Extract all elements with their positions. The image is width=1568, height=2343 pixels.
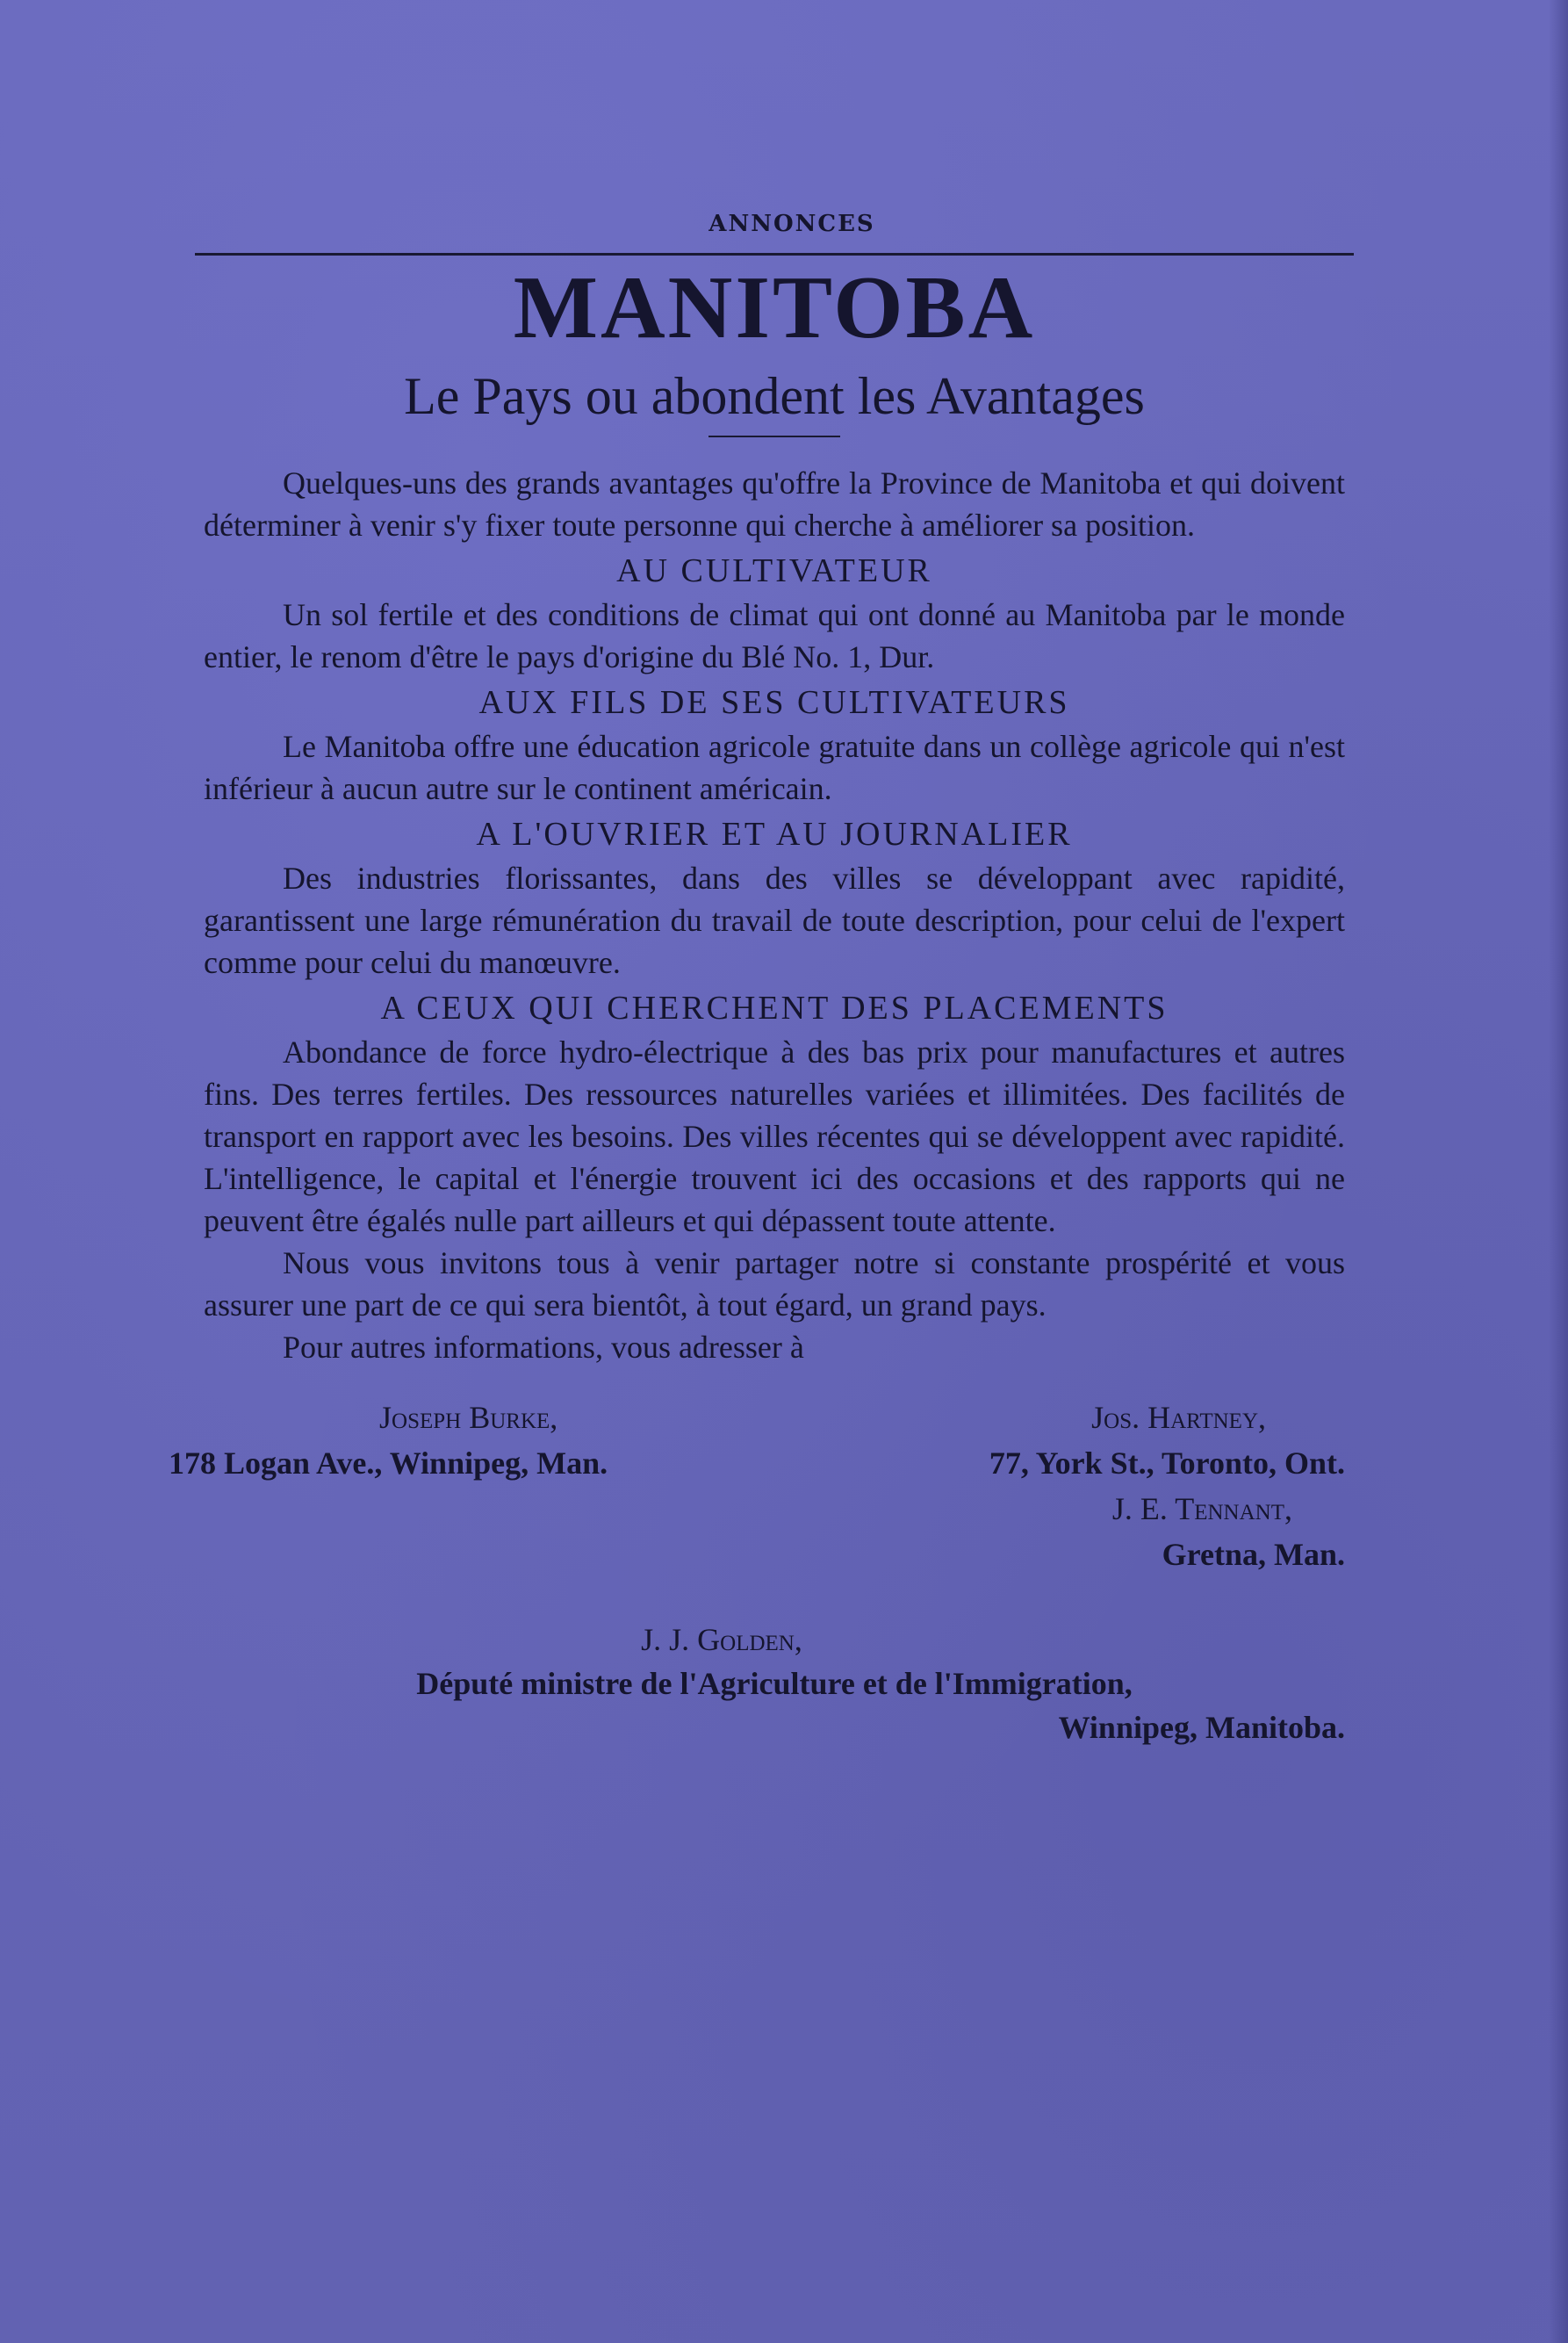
- contact-burke-name: Joseph Burke,: [379, 1400, 558, 1436]
- section-text-ouvrier: Des industries florissantes, dans des villes se développant avec rapidité, garantissent une large rémunération du travail de toute description, pour celui de l'expert comme pour celui du manœuvre.: [204, 861, 1345, 981]
- intro-paragraph: Quelques-uns des grands avantages qu'offre la Province de Manitoba et qui doivent déterminer à venir s'y fixer toute personne qui cherche à améliorer sa position.: [204, 465, 1345, 544]
- section-text-placements: Abondance de force hydro-électrique à des bas prix pour manufactures et autres fins. Des terres fertiles. Des ressources naturelles variées et illimitées. Des facilités de transport en rapport avec les besoins. Des villes récentes qui se développent avec rapidité. L'intelligence, le capital et l'énergie trouvent ici des occasions et des rapports qui ne peuvent être égalés nulle part ailleurs et qui dépassent toute attente.: [204, 1035, 1345, 1239]
- contact-addresses-row: [169, 1440, 1345, 1486]
- signature-block: [204, 1618, 1345, 1749]
- page-edge-shadow: [1549, 0, 1568, 2343]
- section-text-fils: Le Manitoba offre une éducation agricole gratuite dans un collège agricole qui n'est inférieur à aucun autre sur le continent américain.: [204, 729, 1345, 807]
- contact-burke-address: 178 Logan Ave., Winnipeg, Man.: [169, 1445, 608, 1481]
- contact-intro: Pour autres informations, vous adresser à: [283, 1330, 804, 1366]
- signature-location: Winnipeg, Manitoba.: [1058, 1710, 1345, 1746]
- invitation-paragraph: Nous vous invitons tous à venir partager notre si constante prospérité et vous assurer une part de ce qui sera bientôt, à tout égard, un grand pays.: [204, 1245, 1345, 1323]
- contact-hartney-address: 77, York St., Toronto, Ont.: [989, 1445, 1345, 1481]
- signature-title: Député ministre de l'Agriculture et de l'Immigration,: [416, 1666, 1133, 1702]
- section-heading-fils: AUX FILS DE SES CULTIVATEURS: [478, 684, 1070, 722]
- section-heading-placements: A CEUX QUI CHERCHENT DES PLACEMENTS: [380, 990, 1169, 1027]
- contact-tennant-name: [204, 1486, 1345, 1532]
- signature-name: J. J. Golden,: [641, 1622, 802, 1658]
- title-divider: [708, 436, 840, 437]
- advertisement: [169, 211, 1345, 1749]
- contact-hartney-name: Jos. Hartney,: [1091, 1400, 1266, 1436]
- contact-tennant-name-text: J. E. Tennant,: [1111, 1491, 1292, 1527]
- contact-tennant-address-text: Gretna, Man.: [1162, 1537, 1345, 1573]
- contact-tennant-address: [204, 1532, 1345, 1577]
- page-subtitle: Le Pays ou abondent les Avantages: [404, 367, 1145, 426]
- section-text-cultivateur: Un sol fertile et des conditions de climat qui ont donné au Manitoba par le monde entier, le renom d'être le pays d'origine du Blé No. 1, Dur.: [204, 597, 1345, 675]
- section-heading-cultivateur: AU CULTIVATEUR: [616, 552, 932, 590]
- header-rule: [195, 253, 1354, 256]
- page-title: MANITOBA: [513, 258, 1036, 357]
- section-label: ANNONCES: [708, 211, 875, 237]
- contacts-block: [169, 1395, 1345, 1577]
- contact-names-row: [204, 1395, 1345, 1440]
- section-heading-ouvrier: A L'OUVRIER ET AU JOURNALIER: [476, 816, 1073, 854]
